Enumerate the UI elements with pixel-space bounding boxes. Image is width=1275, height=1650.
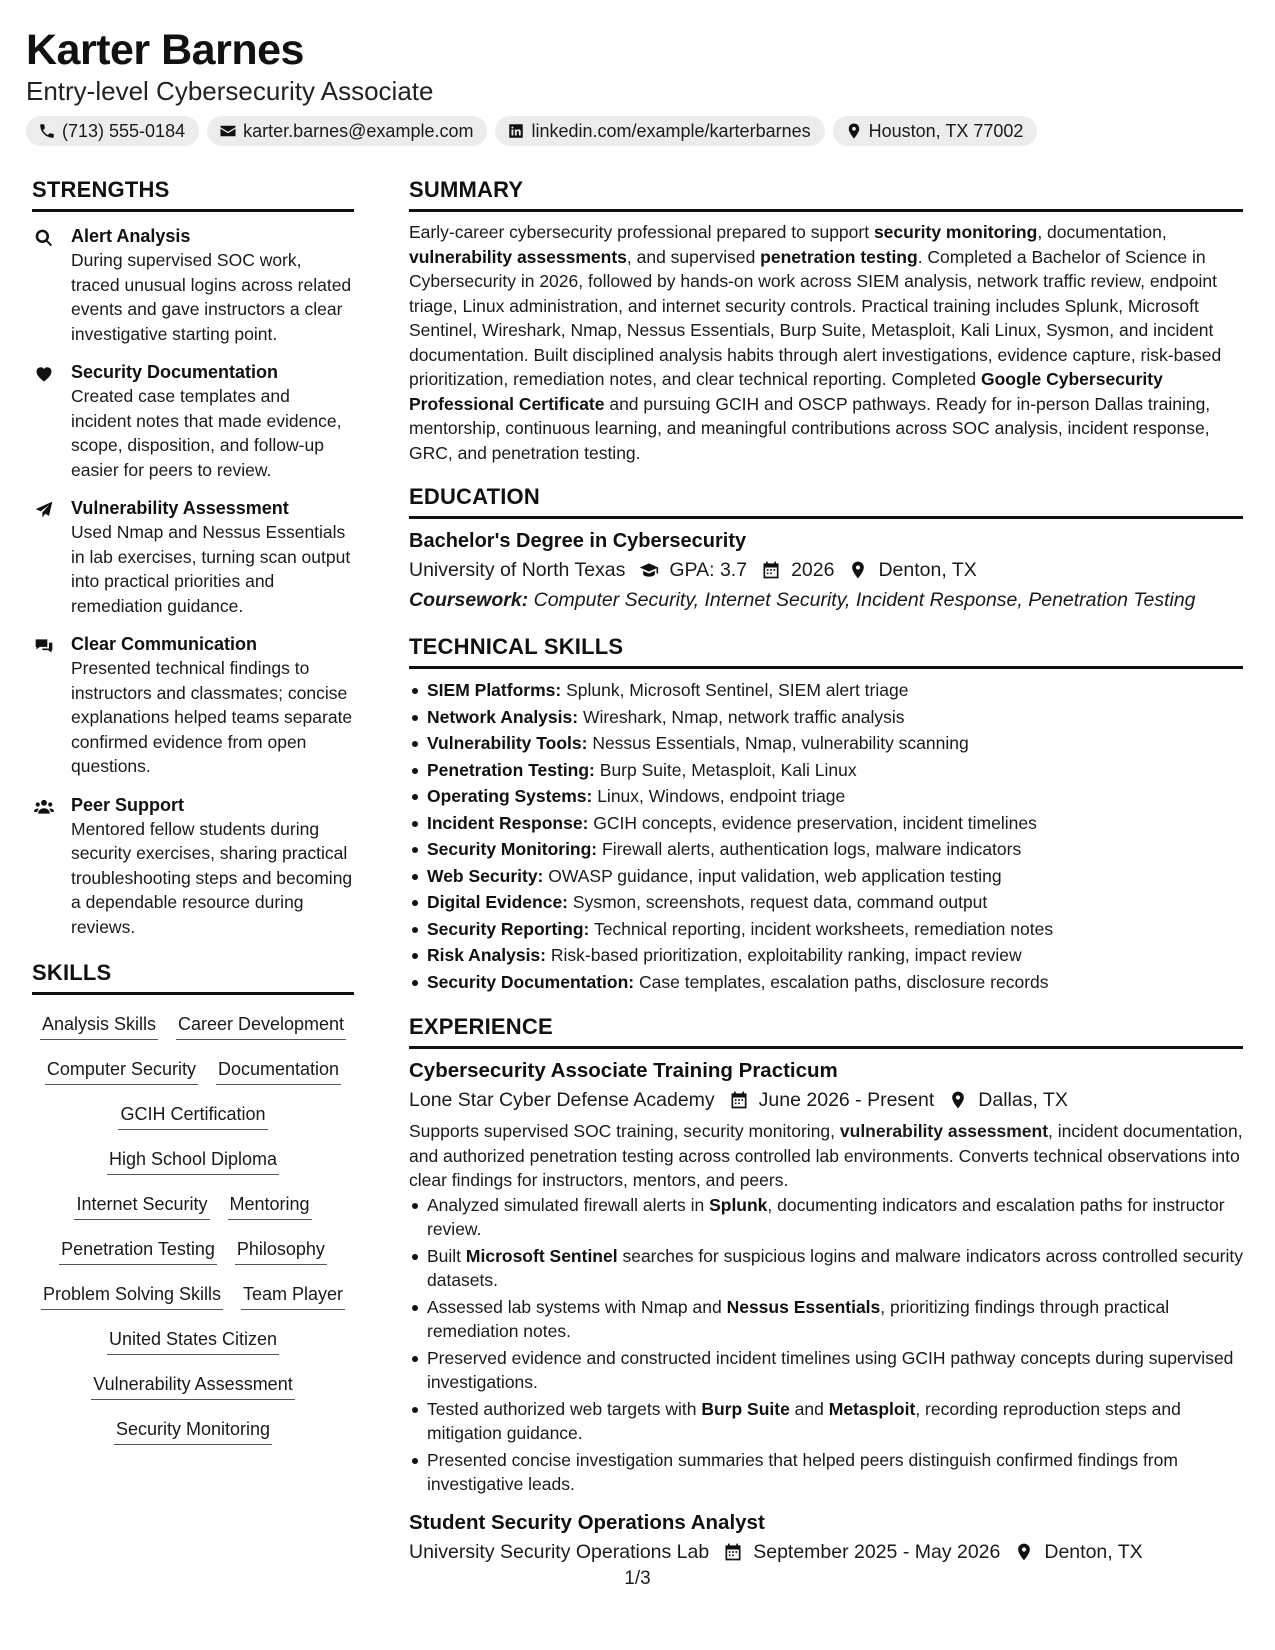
strength-title: Security Documentation: [71, 362, 279, 382]
strength-title: Clear Communication: [71, 634, 258, 654]
strengths-heading: STRENGTHS: [32, 176, 354, 212]
skills-tags: [32, 1011, 354, 1461]
map-marker-icon: [848, 560, 868, 580]
email-text: karter.barnes@example.com: [243, 120, 474, 141]
job-org: Lone Star Cyber Defense Academy: [409, 1089, 715, 1111]
job-dates: June 2026 - Present: [758, 1089, 935, 1111]
list-item: Web Security: OWASP guidance, input validation, web application testing: [409, 863, 1243, 890]
users-icon: [34, 797, 54, 817]
list-item: Security Reporting: Technical reporting, incident worksheets, remediation notes: [409, 916, 1243, 943]
strength-title: Peer Support: [71, 794, 185, 815]
calendar-icon: [729, 1090, 749, 1110]
strength-item: [32, 496, 354, 618]
strength-desc: Mentored fellow students during security exercises, sharing practical troubleshooting steps and becoming a dependable resource during reviews.: [71, 818, 353, 937]
technical-skills-heading: TECHNICAL SKILLS: [409, 633, 1243, 669]
paper-plane-icon: [34, 500, 54, 520]
list-item: Tested authorized web targets with Burp Suite and Metasploit, recording reproduction steps and mitigation guidance.: [409, 1397, 1243, 1446]
skill-tag: Penetration Testing: [59, 1236, 217, 1265]
technical-skills-list: [409, 677, 1243, 995]
graduation-year: 2026: [791, 559, 835, 581]
search-icon: [34, 228, 54, 248]
comments-icon: [34, 636, 54, 656]
job-meta: [409, 1085, 1243, 1115]
candidate-title: Entry-level Cybersecurity Associate: [26, 76, 434, 106]
list-item: Operating Systems: Linux, Windows, endpoint triage: [409, 783, 1243, 810]
list-item: Network Analysis: Wireshark, Nmap, network traffic analysis: [409, 704, 1243, 731]
list-item: Built Microsoft Sentinel searches for suspicious logins and malware indicators across controlled security datasets.: [409, 1244, 1243, 1293]
school-location: Denton, TX: [878, 559, 977, 581]
candidate-name: Karter Barnes: [26, 26, 304, 74]
resume-header: [26, 24, 1256, 146]
calendar-icon: [723, 1542, 743, 1562]
page-number: 1/3: [624, 1568, 651, 1589]
graduation-cap-icon: [639, 560, 659, 580]
coursework: Coursework: Computer Security, Internet Security, Incident Response, Penetration Testing: [409, 589, 1196, 611]
list-item: Security Monitoring: Firewall alerts, authentication logs, malware indicators: [409, 836, 1243, 863]
linkedin-icon: [507, 122, 525, 140]
job-location: Dallas, TX: [978, 1089, 1068, 1111]
list-item: Incident Response: GCIH concepts, evidence preservation, incident timelines: [409, 810, 1243, 837]
right-column: [409, 176, 1243, 1567]
skill-tag: GCIH Certification: [118, 1101, 267, 1130]
job-title: Student Security Operations Analyst: [409, 1510, 765, 1534]
list-item: Digital Evidence: Sysmon, screenshots, request data, command output: [409, 889, 1243, 916]
strength-item: [32, 632, 354, 779]
education-meta: [409, 555, 1243, 585]
skill-tag: Philosophy: [235, 1236, 327, 1265]
skill-tag: Analysis Skills: [40, 1011, 158, 1040]
map-marker-icon: [845, 122, 863, 140]
strength-desc: Presented technical findings to instructors and classmates; concise explanations helped teams separate confirmed evidence from open questions.: [71, 658, 353, 776]
school-name: University of North Texas: [409, 559, 626, 581]
list-item: Security Documentation: Case templates, escalation paths, disclosure records: [409, 969, 1243, 996]
strength-title: Vulnerability Assessment: [71, 498, 289, 518]
job-title: Cybersecurity Associate Training Practicum: [409, 1059, 838, 1082]
heart-icon: [34, 364, 54, 384]
list-item: Preserved evidence and constructed incident timelines using GCIH pathway concepts during supervised investigations.: [409, 1346, 1243, 1395]
job-bullets: [409, 1193, 1243, 1497]
left-column: [32, 176, 354, 1461]
skill-tag: Security Monitoring: [114, 1416, 272, 1445]
job-org: University Security Operations Lab: [409, 1540, 710, 1563]
job-description: Supports supervised SOC training, security monitoring, vulnerability assessment, incident documentation, and authorized penetration testing across controlled lab environments. Converts technical observations into clear findings for instructors, mentors, and peers.: [409, 1121, 1243, 1190]
list-item: Assessed lab systems with Nmap and Nessus Essentials, prioritizing findings through practical remediation notes.: [409, 1295, 1243, 1344]
linkedin-pill[interactable]: [495, 116, 824, 146]
strengths-list: [32, 224, 354, 939]
list-item: Presented concise investigation summaries that helped peers distinguish confirmed findings from investigative leads.: [409, 1448, 1243, 1497]
phone-text: (713) 555-0184: [62, 120, 186, 141]
skill-tag: Team Player: [241, 1281, 345, 1310]
skill-tag: Career Development: [176, 1011, 346, 1040]
strength-item: [32, 360, 354, 482]
summary-heading: SUMMARY: [409, 176, 1243, 212]
phone-icon: [38, 122, 56, 140]
strength-title: Alert Analysis: [71, 226, 191, 246]
list-item: Penetration Testing: Burp Suite, Metasploit, Kali Linux: [409, 757, 1243, 784]
job-location: Denton, TX: [1044, 1540, 1143, 1563]
skill-tag: Internet Security: [74, 1191, 209, 1220]
strength-desc: During supervised SOC work, traced unusual logins across related events and gave instructors a clear investigative starting point.: [71, 250, 352, 344]
list-item: Risk Analysis: Risk-based prioritization, exploitability ranking, impact review: [409, 942, 1243, 969]
skill-tag: High School Diploma: [107, 1146, 279, 1175]
contact-bar: [26, 116, 1256, 146]
location-text: Houston, TX 77002: [868, 120, 1024, 141]
skill-tag: Problem Solving Skills: [41, 1281, 223, 1310]
skills-section: [32, 959, 354, 1461]
education-heading: EDUCATION: [409, 483, 1243, 519]
education-section: [409, 483, 1243, 615]
job-entry: [409, 1057, 1243, 1497]
skill-tag: Mentoring: [228, 1191, 312, 1220]
skill-tag: Computer Security: [45, 1056, 198, 1085]
envelope-icon: [219, 122, 237, 140]
experience-heading: EXPERIENCE: [409, 1013, 1243, 1049]
skill-tag: United States Citizen: [107, 1326, 279, 1355]
summary-text: Early-career cybersecurity professional prepared to support security monitoring, documentation, vulnerability assessments, and supervised penetration testing. Completed a Bachelor of Science in Cybersecurity in 2026, followed by hands-on work across SIEM analysis, network traffic review, endpoint triage, Linux administration, and internet security controls. Practical training includes Splunk, Microsoft Sentinel, Wireshark, Nmap, Nessus Essentials, Burp Suite, Metasploit, Kali Linux, Sysmon, and incident documentation. Built disciplined analysis habits through alert investigations, evidence capture, risk-based prioritization, remediation notes, and clear technical reporting. Completed Google Cybersecurity Professional Certificate and pursuing GCIH and OSCP pathways. Ready for in-person Dallas training, mentorship, continuous learning, and meaningful contributions across SOC analysis, incident response, GRC, and penetration testing.: [409, 222, 1222, 463]
location-pill: [833, 116, 1038, 146]
strength-desc: Created case templates and incident notes that made evidence, scope, disposition, and follow-up easier for peers to review.: [71, 386, 342, 480]
skill-tag: Vulnerability Assessment: [91, 1371, 294, 1400]
experience-section: [409, 1013, 1243, 1567]
gpa: GPA: 3.7: [669, 559, 748, 581]
list-item: Analyzed simulated firewall alerts in Splunk, documenting indicators and escalation paths for instructor review.: [409, 1193, 1243, 1242]
email-pill[interactable]: [207, 116, 487, 146]
phone-pill[interactable]: [26, 116, 199, 146]
map-marker-icon: [1014, 1542, 1034, 1562]
degree-title: Bachelor's Degree in Cybersecurity: [409, 530, 747, 552]
job-meta: [409, 1537, 1243, 1567]
job-entry: [409, 1509, 1243, 1567]
strength-item: [32, 224, 354, 346]
job-dates: September 2025 - May 2026: [753, 1540, 1001, 1563]
strength-item: [32, 793, 354, 940]
list-item: SIEM Platforms: Splunk, Microsoft Sentinel, SIEM alert triage: [409, 677, 1243, 704]
linkedin-text: linkedin.com/example/karterbarnes: [531, 120, 811, 141]
strength-desc: Used Nmap and Nessus Essentials in lab exercises, turning scan output into practical priorities and remediation guidance.: [71, 522, 351, 616]
technical-skills-section: [409, 633, 1243, 995]
map-marker-icon: [948, 1090, 968, 1110]
skills-heading: SKILLS: [32, 959, 354, 995]
calendar-icon: [761, 560, 781, 580]
list-item: Vulnerability Tools: Nessus Essentials, Nmap, vulnerability scanning: [409, 730, 1243, 757]
skill-tag: Documentation: [216, 1056, 341, 1085]
